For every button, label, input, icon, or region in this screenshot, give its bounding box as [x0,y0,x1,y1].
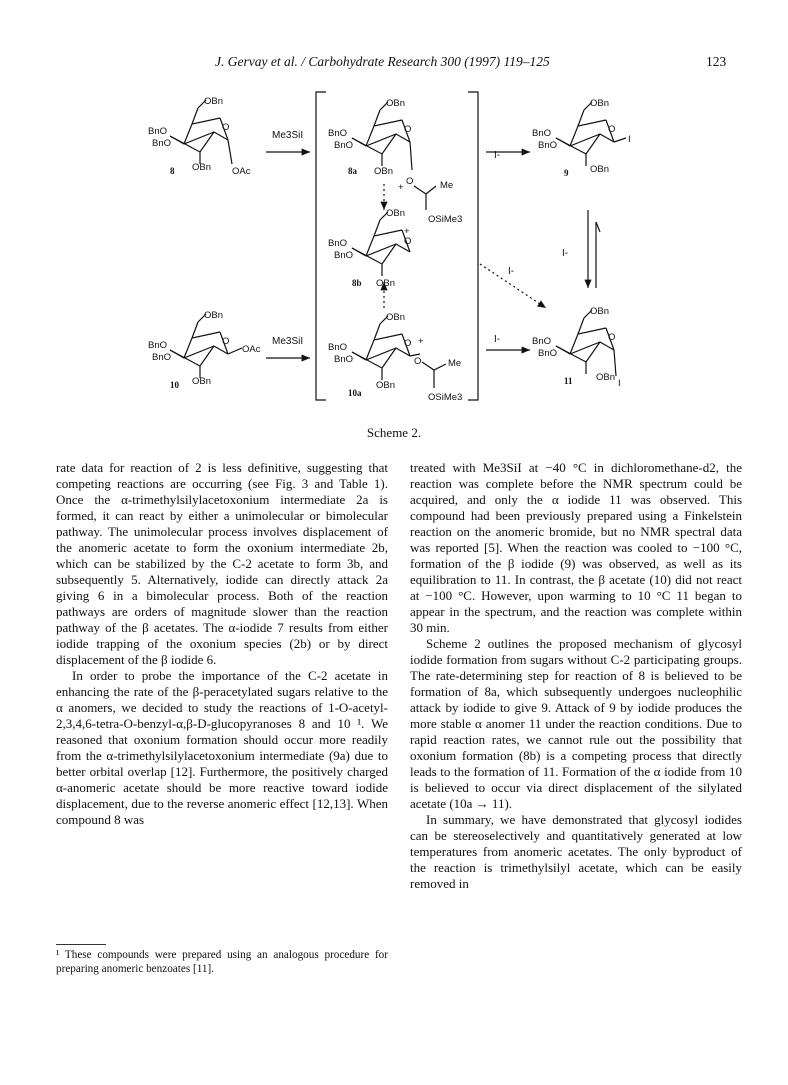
ring-oxygen-label: O [608,124,616,135]
acetoxonium-oxygen-label: O [414,356,422,367]
iodine-label: I [628,134,631,145]
bno-label: BnO [328,342,348,353]
scheme-caption: Scheme 2. [366,425,422,440]
iodine-label: I [618,378,621,389]
footnote: ¹ These compounds were prepared using an analogous procedure for preparing anomeric benzoates [11]. [56,949,388,975]
bno-label: BnO [538,140,558,151]
obn-label: OBn [204,96,224,107]
ring-oxygen-label: O [222,122,230,133]
obn-label: OBn [192,376,212,387]
bno-label: BnO [532,336,552,347]
reagent-label: I- [508,266,515,277]
oac-label: OAc [232,166,251,177]
obn-label: OBn [204,310,224,321]
compound-number-8: 8 [170,166,175,176]
right-column [410,460,742,892]
bno-label: BnO [334,250,354,261]
reagent-label: Me3SiI [272,130,304,141]
paragraph: In order to probe the importance of the C-2 acetate in enhancing the rate of the β-peracetylated sugars relative to the α anomers, we decided to study the reactions of 1-O-acetyl-2,3,4,6-tetra-O-benzyl-α,β-D-glucopyranoses 8 and 10 ¹. We reasoned that oxonium formation should occur more readily from the α-trimethylsilylacetoxonium intermediate (9a) due to better orbital overlap [12]. Furthermore, the positively charged α-anomeric acetate should be more reactive toward iodide displacement, due to the reverse anomeric effect [12,13]. When compound 8 was [56,668,388,827]
paragraph: rate data for reaction of 2 is less definitive, suggesting that competing reactions are occurring (see Fig. 3 and Table 1). Once the α-trimethylsilylacetoxonium intermediate 2a is formed, it can react by either a unimolecular or bimolecular pathway. The unimolecular process involves displacement of the anomeric acetate to form the oxonium intermediate 2b, which can be stabilized by the C-2 acetate to form 3b, and subsequently 5. Alternatively, iodide can directly attack 2a giving 6 in a bimolecular process. Both of the reaction pathways are orders of magnitude slower than the reaction pathway of the β acetates. The α-iodide 7 results from either iodide trapping of the oxonium species (2b) or by direct displacement of the β iodide 6. [56,460,388,667]
compound-9 [532,98,631,178]
obn-label: OBn [590,306,610,317]
bno-label: BnO [532,128,552,139]
paragraph: Scheme 2 outlines the proposed mechanism of glycosyl iodide formation from sugars without C-2 participating groups. The rate-determining step for reaction of 8 is believed to be formation of 8a, which subsequently undergoes nucleophilic attack by iodide to give 9. Attack of 9 by iodide produces the more stable α anomer 11 under the reaction conditions. Due to rapid reaction rates, we cannot rule out the possibility that oxonium formation (8b) is a competing process that directly leads to the formation of 11. Formation of the α iodide from 10 is believed to occur via direct displacement of the silylated acetate (10a → 11). [410,636,742,811]
ring-oxygen-label: O [222,336,230,347]
obn-label: OBn [374,166,394,177]
obn-label: OBn [386,208,406,219]
bno-label: BnO [148,340,168,351]
bno-label: BnO [152,138,172,149]
page-number: 123 [706,54,727,69]
obn-label: OBn [590,98,610,109]
bno-label: BnO [152,352,172,363]
obn-label: OBn [192,162,212,173]
compound-8a [328,98,462,225]
compound-10 [148,310,261,390]
obn-label: OBn [596,372,616,383]
bno-label: BnO [148,126,168,137]
obn-label: OBn [386,98,406,109]
running-head: J. Gervay et al. / Carbohydrate Research 300 (1997) 119–125 [215,54,550,69]
compound-number-8a: 8a [348,166,357,176]
bno-label: BnO [334,354,354,365]
methyl-label: Me [448,358,462,369]
acetoxonium-oxygen-label: O [406,176,414,187]
bno-label: BnO [334,140,354,151]
oac-label: OAc [242,344,261,355]
ring-oxygen-label: O [404,124,412,135]
charge-plus: + [418,336,424,347]
obn-label: OBn [386,312,406,323]
bno-label: BnO [328,128,348,139]
paragraph: treated with Me3SiI at −40 °C in dichloromethane-d2, the reaction was complete before the NMR spectrum could be acquired, and only the α iodide 11 was observed. This compound had been previously prepared using a Finkelstein reaction on the anomeric bromide, but no NMR spectral data was reported [5]. When the reaction was cooled to −100 °C, formation of the β iodide (9) was observed, as well as its equilibration to 11. In contrast, the β acetate (10) did not react at −100 °C. However, upon warming to 10 °C 11 began to appear in the spectrum, and the reaction was complete within 30 min. [410,460,742,635]
footnote-rule [56,944,106,945]
scheme-drawing [130,86,670,416]
paragraph: In summary, we have demonstrated that glycosyl iodides can be stereoselectively and quantitatively generated at low temperatures from anomeric acetates. The only byproduct of the reaction is trimethylsilyl acetate, which can be easily removed in [410,812,742,891]
obn-label: OBn [376,278,396,289]
bno-label: BnO [538,348,558,359]
left-column [56,460,388,828]
page-header [0,54,788,74]
charge-plus: + [398,182,404,193]
compound-8 [148,96,251,177]
reagent-label: I- [494,150,501,161]
compound-11 [532,306,621,389]
compound-number-10: 10 [170,380,179,390]
reagent-label: I- [494,334,501,345]
methyl-label: Me [440,180,454,191]
ring-oxygen-label: O [404,338,412,349]
reagent-label: Me3SiI [272,336,304,347]
charge-plus: + [404,226,410,237]
compound-number-10a: 10a [348,388,362,398]
compound-number-9: 9 [564,168,569,178]
ring-oxygen-label: O [404,236,412,247]
obn-label: OBn [376,380,396,391]
compound-10a [328,312,462,403]
ring-oxygen-label: O [608,332,616,343]
bno-label: BnO [328,238,348,249]
reagent-label: I- [562,248,569,259]
osime3-label: OSiMe3 [428,392,463,403]
osime3-label: OSiMe3 [428,214,463,225]
obn-label: OBn [590,164,610,175]
reaction-scheme [130,86,670,416]
compound-number-11: 11 [564,376,573,386]
compound-8b [328,208,411,289]
compound-number-8b: 8b [352,278,362,288]
